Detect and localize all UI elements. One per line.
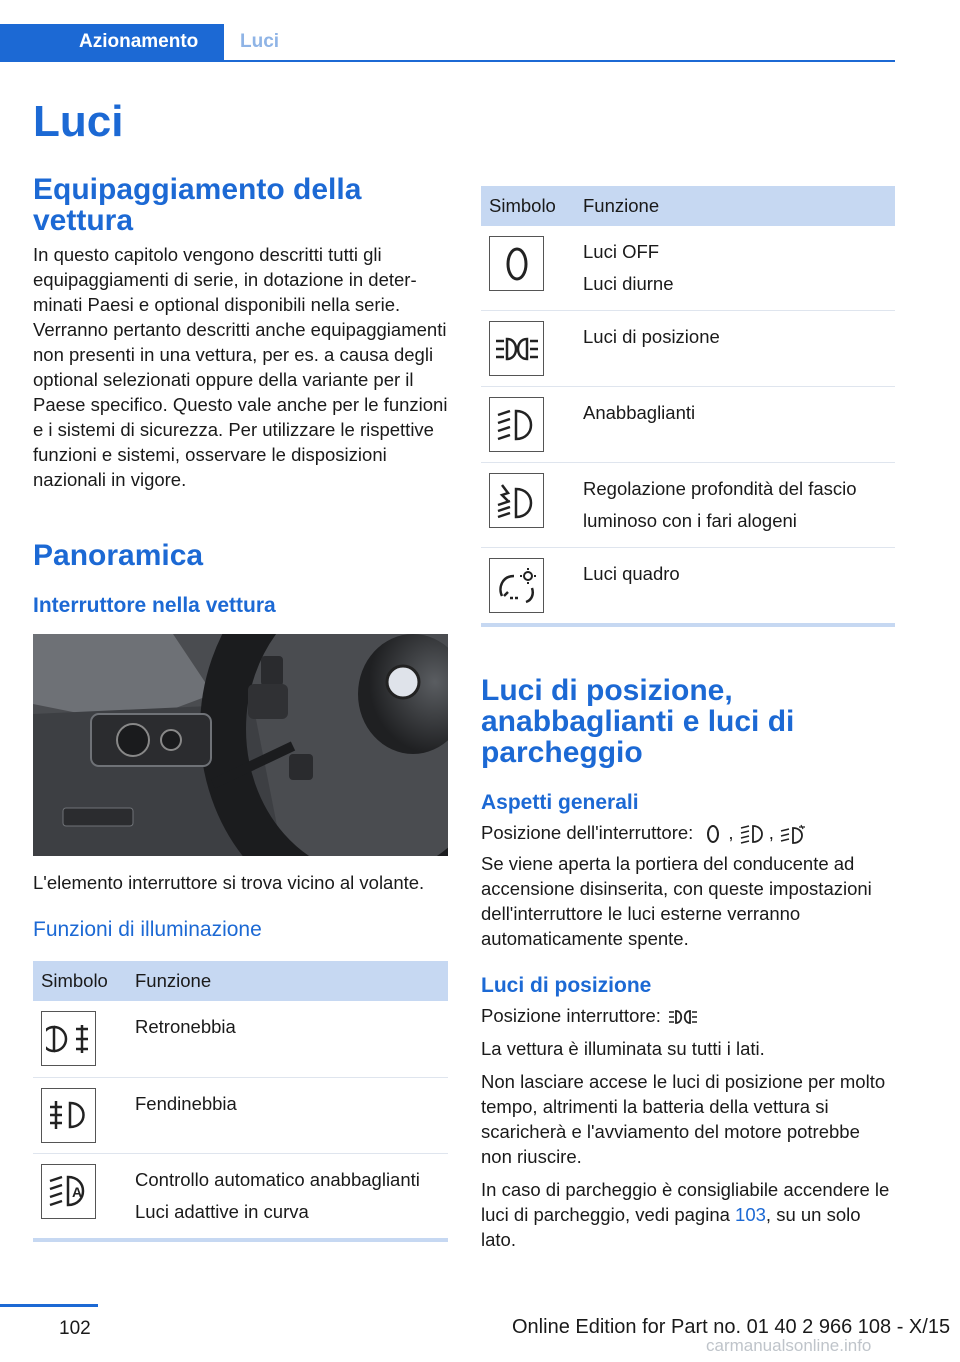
left-column <box>33 96 448 1242</box>
function-text: Regolazione profondità del fascio luminoso con i fari alogeni <box>583 478 857 531</box>
separator: , <box>728 822 734 843</box>
col-header-funzione: Funzione <box>575 186 895 226</box>
table-row <box>481 387 895 463</box>
section-body-equipaggiamento: In questo capitolo vengono descritti tutti gli equipaggiamenti di serie, in dotazione in determinati Paesi e optional disponibili nella serie. Verranno pertanto descritti anche equipaggiamenti non presenti in una vettura, per es. a causa degli optional selezionati oppure della variante per il Paese specifico. Questo vale anche per le funzioni e i sistemi di sicurezza. Per utilizzare le rispettive funzioni e sistemi, osservare le disposizioni nazionali in vigore. <box>33 244 448 490</box>
page-link-103[interactable]: 103 <box>735 1204 766 1226</box>
table-row <box>481 226 895 311</box>
auto-headlight-icon <box>779 823 809 845</box>
section-title-luci-posizione: Luci di posizione, anabbaglianti e luci di parcheggio <box>481 674 795 769</box>
switch-photo <box>33 634 448 856</box>
subtitle-aspetti-generali: Aspetti generali <box>481 791 639 814</box>
function-text: Fendinebbia <box>135 1092 237 1114</box>
parking-lights-icon <box>666 1006 700 1028</box>
table-row <box>481 548 895 626</box>
switch-position-label: Posizione dell'interruttore: <box>481 822 694 843</box>
lights-off-icon <box>489 236 544 291</box>
auto-headlight-icon <box>41 1164 96 1219</box>
footer-rule <box>0 1304 98 1307</box>
functions-table-right <box>481 186 895 627</box>
table-row <box>33 1153 448 1240</box>
svg-text:A: A <box>71 1184 82 1200</box>
paragraph-parcheggio-tail: , su un solo lato. <box>481 1204 861 1251</box>
instrument-lighting-icon <box>489 558 544 613</box>
rear-fog-light-icon <box>41 1011 96 1066</box>
watermark: carmanualsonline.info <box>706 1336 872 1355</box>
switch-position-line <box>481 820 895 845</box>
table-row <box>33 1077 448 1153</box>
tab-azionamento[interactable]: Azionamento <box>0 24 224 62</box>
section-title-panoramica: Panoramica <box>33 539 204 572</box>
paragraph-porta-aperta: Se viene aperta la portiera del conducente ad accensione disinserita, con queste impostazioni dell'interruttore le luci esterne verranno automaticamente spente. <box>481 853 872 950</box>
function-text: Luci di posizione <box>583 326 720 347</box>
paragraph-parcheggio <box>481 1177 895 1252</box>
page-number: 102 <box>59 1318 91 1339</box>
subtitle-funzioni: Funzioni di illuminazione <box>33 918 262 941</box>
paragraph-batteria: Non lasciare accese le luci di posizione per molto tempo, altrimenti la batteria della vettura si scaricherà e l'avviamento del motore potrebbe non riuscire. <box>481 1071 886 1168</box>
function-text: Anabbaglianti <box>583 402 696 423</box>
page-header <box>0 24 895 62</box>
col-header-funzione: Funzione <box>127 961 448 1001</box>
dashboard-illustration <box>33 634 448 856</box>
lights-off-icon <box>698 823 728 845</box>
edition-text: Online Edition for Part no. 01 40 2 966 108 - X/15 <box>512 1316 951 1338</box>
tab-luci[interactable]: Luci <box>240 31 280 52</box>
separator: , <box>768 822 774 843</box>
function-text: Controllo automatico anabbaglianti <box>135 1168 420 1190</box>
col-header-simbolo: Simbolo <box>481 186 575 226</box>
low-beam-icon <box>739 823 769 845</box>
subtitle-luci-di-posizione: Luci di posizione <box>481 974 652 998</box>
switch-position-line-2 <box>481 1003 895 1028</box>
section-title-equipaggiamento: Equipaggiamento della vettura <box>33 173 362 237</box>
table-row <box>481 463 895 548</box>
right-column <box>481 186 895 1252</box>
function-text: Retronebbia <box>135 1016 236 1037</box>
table-row <box>33 1001 448 1077</box>
function-text: Luci quadro <box>583 563 680 584</box>
low-beam-icon <box>489 397 544 452</box>
functions-table-left <box>33 961 448 1242</box>
paragraph-parcheggio-text: In caso di parcheggio è consigliabile accendere le luci di parcheggio, vedi pagina <box>481 1179 890 1226</box>
function-text: Luci diurne <box>583 273 674 294</box>
headlight-range-icon <box>489 473 544 528</box>
caption-interruttore: L'elemento interruttore si trova vicino al volante. <box>33 872 425 893</box>
switch-position-label-2: Posizione interruttore: <box>481 1005 661 1027</box>
col-header-simbolo: Simbolo <box>33 961 127 1001</box>
paragraph-illuminata: La vettura è illuminata su tutti i lati. <box>481 1038 765 1060</box>
parking-lights-icon <box>489 321 544 376</box>
subtitle-interruttore: Interruttore nella vettura <box>33 594 276 617</box>
table-row <box>481 311 895 387</box>
page-title: Luci <box>33 97 124 146</box>
front-fog-light-icon <box>41 1088 96 1143</box>
function-text: Luci OFF <box>583 241 660 262</box>
function-text: Luci adattive in curva <box>135 1200 309 1222</box>
